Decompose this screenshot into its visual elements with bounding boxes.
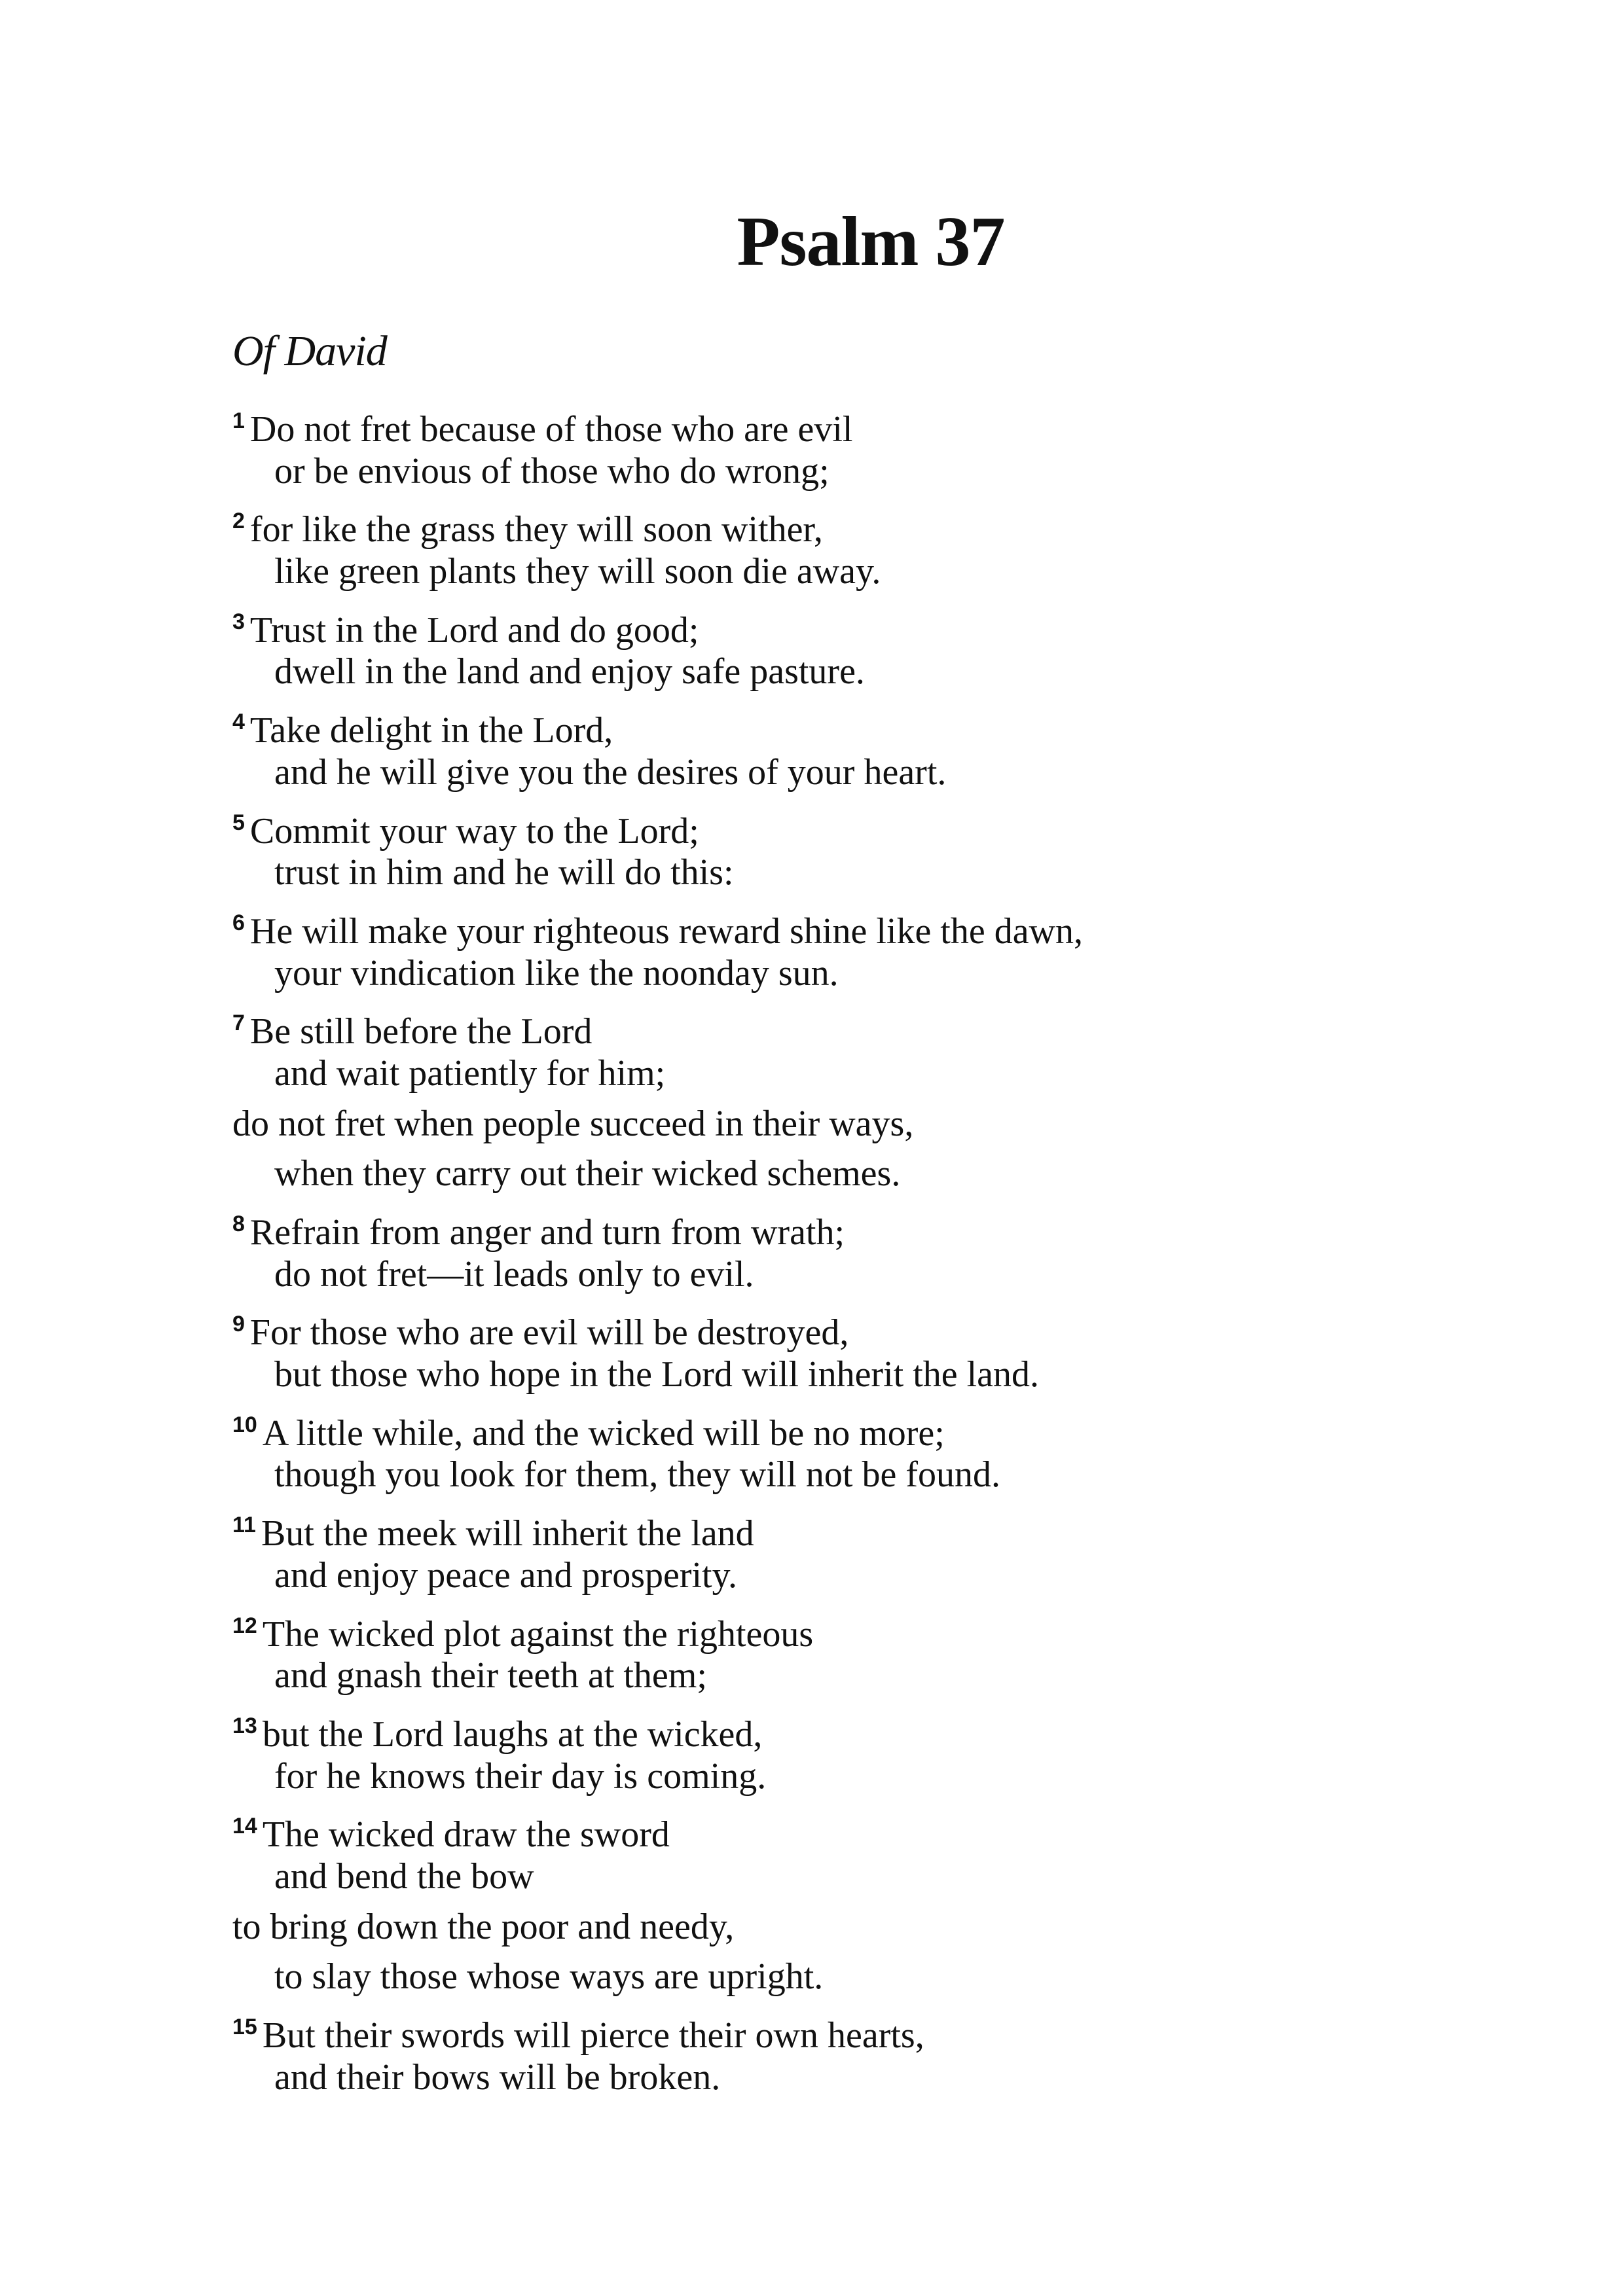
verse-text: or be envious of those who do wrong;	[274, 450, 830, 492]
verse-number: 8	[232, 1211, 245, 1236]
verse-line	[232, 1801, 1542, 1856]
verse-line	[232, 697, 1542, 751]
verse-text: For those who are evil will be destroyed,	[249, 1312, 849, 1354]
verse-text: Do not fret because of those who are evil	[249, 409, 853, 450]
verse-text: Be still before the Lord	[249, 1011, 593, 1052]
verse-line	[232, 396, 1542, 450]
verse-text: and their bows will be broken.	[274, 2056, 721, 2098]
verse-number: 2	[232, 509, 245, 534]
verse-line	[232, 998, 1542, 1052]
verse-text: do not fret when people succeed in their ways,	[232, 1103, 914, 1144]
verse-line	[232, 1601, 1542, 1655]
verse-line	[232, 1299, 1542, 1354]
verse-line	[232, 1852, 1542, 1902]
verse-number: 4	[232, 709, 245, 735]
verse-line	[232, 1701, 1542, 1755]
verse-line	[232, 1751, 1542, 1802]
verse-number: 11	[232, 1513, 256, 1538]
verse-number: 12	[232, 1613, 257, 1638]
verse-line	[232, 1500, 1542, 1554]
verse-text: trust in him and he will do this:	[274, 852, 734, 893]
verse-text: and enjoy peace and prosperity.	[274, 1554, 737, 1596]
verse-line	[232, 647, 1542, 697]
verse-line	[232, 2002, 1542, 2056]
verse-text: but those who hope in the Lord will inherit the land.	[274, 1354, 1040, 1395]
verse-text: But the meek will inherit the land	[261, 1513, 754, 1554]
verse-line	[232, 1049, 1542, 1099]
verse-line	[232, 898, 1542, 952]
verse-line	[232, 547, 1542, 597]
verse-line	[232, 848, 1542, 898]
verse-text: and gnash their teeth at them;	[274, 1655, 707, 1696]
verse-text: for he knows their day is coming.	[274, 1755, 767, 1797]
verse-line	[232, 496, 1542, 550]
verse-text: and he will give you the desires of your heart.	[274, 751, 947, 793]
verse-number: 3	[232, 609, 245, 634]
verse-text: Refrain from anger and turn from wrath;	[249, 1212, 845, 1253]
verse-line	[232, 747, 1542, 798]
page-title: Psalm 37	[737, 203, 1005, 281]
verse-text: though you look for them, they will not be found.	[274, 1454, 1000, 1496]
verse-text: like green plants they will soon die away.	[274, 551, 881, 592]
verse-number: 13	[232, 1713, 257, 1738]
verse-text: to slay those whose ways are upright.	[274, 1956, 824, 1998]
verse-number: 9	[232, 1312, 245, 1337]
verse-text: The wicked plot against the righteous	[262, 1613, 814, 1655]
verse-line	[232, 948, 1542, 999]
verse-line	[232, 2053, 1542, 2103]
verse-line	[232, 1551, 1542, 1601]
verse-text: dwell in the land and enjoy safe pasture.	[274, 651, 865, 692]
verse-list	[232, 396, 1542, 2102]
verse-text: A little while, and the wicked will be no more;	[262, 1412, 945, 1454]
verse-text: to bring down the poor and needy,	[232, 1906, 735, 1947]
verse-text: and bend the bow	[274, 1856, 534, 1897]
verse-line	[232, 1199, 1542, 1253]
verse-number: 7	[232, 1011, 245, 1036]
verse-text: do not fret—it leads only to evil.	[274, 1253, 754, 1295]
verse-line	[232, 1952, 1542, 2002]
verse-number: 5	[232, 810, 245, 835]
verse-line	[232, 597, 1542, 651]
verse-line	[232, 798, 1542, 852]
verse-line	[232, 1902, 1542, 1952]
verse-line	[232, 1651, 1542, 1701]
verse-line	[232, 1350, 1542, 1400]
verse-number: 10	[232, 1412, 257, 1437]
verse-text: when they carry out their wicked schemes.	[274, 1153, 901, 1194]
verse-text: But their swords will pierce their own hearts,	[262, 2015, 924, 2056]
verse-text: your vindication like the noonday sun.	[274, 952, 839, 994]
verse-text: Trust in the Lord and do good;	[249, 609, 699, 651]
verse-number: 15	[232, 2015, 257, 2039]
verse-number: 1	[232, 408, 245, 433]
verse-text: but the Lord laughs at the wicked,	[262, 1713, 763, 1755]
verse-text: and wait patiently for him;	[274, 1052, 666, 1094]
verse-line	[232, 1249, 1542, 1300]
verse-number: 6	[232, 910, 245, 935]
verse-line	[232, 1149, 1542, 1199]
verse-line	[232, 446, 1542, 497]
verse-text: Take delight in the Lord,	[249, 710, 613, 751]
verse-line	[232, 1099, 1542, 1149]
verse-number: 14	[232, 1814, 257, 1839]
verse-text: Commit your way to the Lord;	[249, 810, 699, 852]
psalm-superscription: Of David	[232, 327, 387, 375]
verse-line	[232, 1400, 1542, 1454]
verse-line	[232, 1450, 1542, 1500]
verse-text: He will make your righteous reward shine like the dawn,	[249, 910, 1084, 952]
verse-text: for like the grass they will soon wither,	[249, 509, 823, 550]
verse-text: The wicked draw the sword	[262, 1814, 670, 1856]
